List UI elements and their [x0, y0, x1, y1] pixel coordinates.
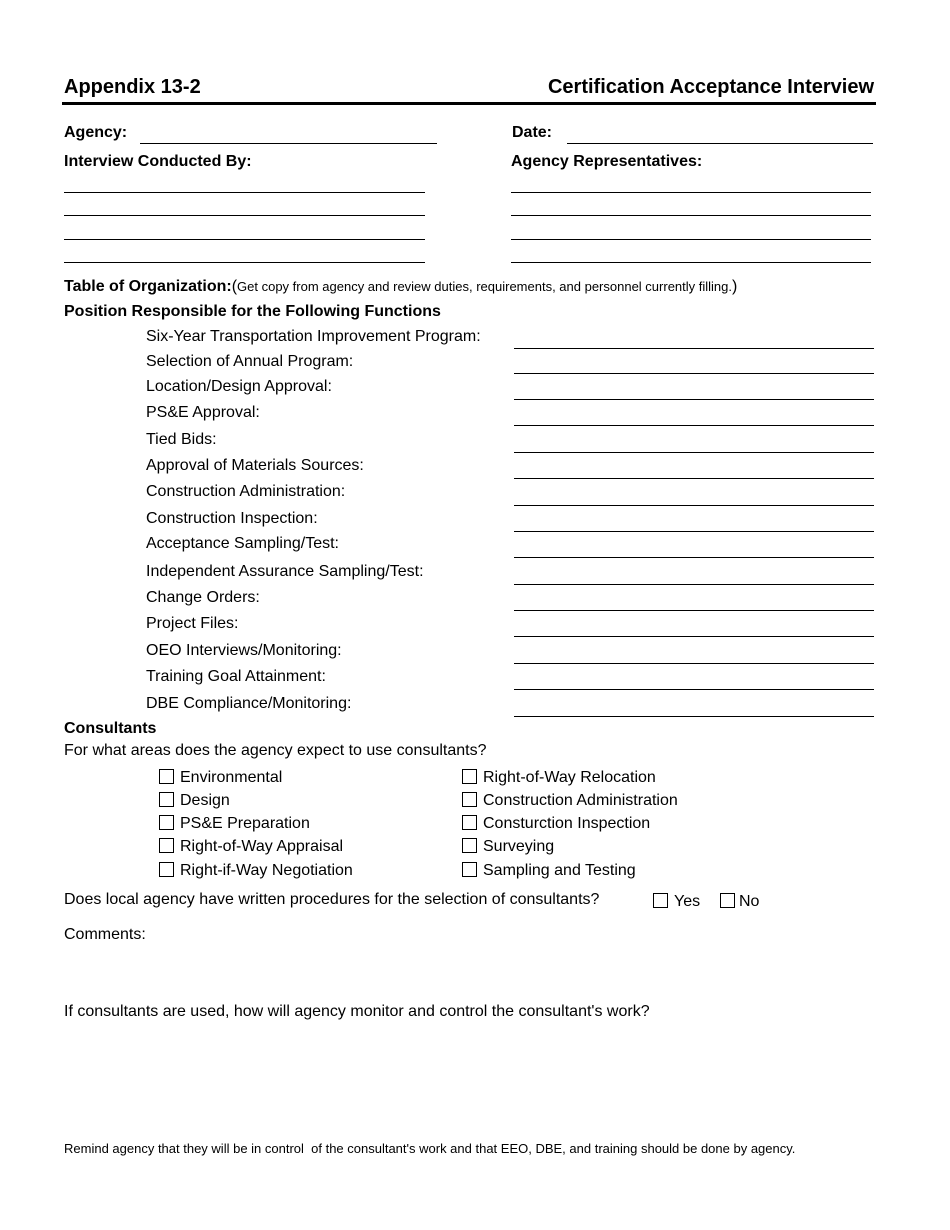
conducted-by-label: Interview Conducted By: [64, 153, 252, 170]
option-design[interactable] [159, 792, 230, 810]
header-rule [62, 102, 876, 107]
representatives-label: Agency Representatives: [511, 153, 703, 170]
function-field[interactable] [514, 505, 874, 506]
organization-label: Table of Organization: [64, 278, 232, 295]
monitor-question: If consultants are used, how will agency monitor and control the consultant's work? [64, 1003, 650, 1020]
comments-label: Comments: [64, 926, 146, 943]
yes-checkbox[interactable] [653, 893, 668, 908]
yes-label: Yes [674, 893, 701, 910]
procedures-question: Does local agency have written procedures for the selection of consultants? [64, 891, 600, 908]
checkbox[interactable] [462, 769, 477, 784]
option-label: Right-if-Way Negotiation [180, 862, 353, 879]
checkbox[interactable] [462, 838, 477, 853]
yes-option[interactable] [653, 893, 700, 911]
consultants-heading: Consultants [64, 720, 157, 737]
option-row-appraisal[interactable] [159, 838, 343, 856]
representatives-line-2[interactable] [511, 215, 871, 216]
function-field[interactable] [514, 478, 874, 479]
function-field[interactable] [514, 348, 874, 349]
function-label: Construction Administration: [146, 483, 346, 500]
function-label: Selection of Annual Program: [146, 353, 354, 370]
function-field[interactable] [514, 610, 874, 611]
checkbox[interactable] [462, 815, 477, 830]
organization-note-close: ) [732, 278, 738, 295]
checkbox[interactable] [159, 838, 174, 853]
function-field[interactable] [514, 636, 874, 637]
checkbox[interactable] [159, 769, 174, 784]
function-label: Six-Year Transportation Improvement Program: [146, 328, 481, 345]
function-label: DBE Compliance/Monitoring: [146, 695, 352, 712]
function-field[interactable] [514, 584, 874, 585]
checkbox[interactable] [159, 815, 174, 830]
option-label: Sampling and Testing [483, 862, 636, 879]
option-environmental[interactable] [159, 769, 282, 787]
function-label: Construction Inspection: [146, 510, 318, 527]
representatives-line-3[interactable] [511, 239, 871, 240]
function-field[interactable] [514, 373, 874, 374]
function-label: Approval of Materials Sources: [146, 457, 364, 474]
option-construction-administration[interactable] [462, 792, 678, 810]
option-sampling-testing[interactable] [462, 862, 636, 880]
conducted-by-line-1[interactable] [64, 192, 425, 193]
agency-label: Agency: [64, 124, 128, 141]
organization-note-open: ( [231, 278, 238, 295]
option-label: Right-of-Way Appraisal [180, 838, 344, 855]
function-field[interactable] [514, 452, 874, 453]
function-field[interactable] [514, 557, 874, 558]
function-label: Training Goal Attainment: [146, 668, 326, 685]
representatives-line-4[interactable] [511, 262, 871, 263]
no-label: No [739, 893, 760, 910]
option-label: Design [180, 792, 230, 809]
function-label: Acceptance Sampling/Test: [146, 535, 339, 552]
consultants-question: For what areas does the agency expect to use consultants? [64, 742, 487, 759]
option-surveying[interactable] [462, 838, 554, 856]
representatives-line-1[interactable] [511, 192, 871, 193]
date-label: Date: [512, 124, 553, 141]
function-field[interactable] [514, 531, 874, 532]
option-row-relocation[interactable] [462, 769, 656, 787]
conducted-by-line-2[interactable] [64, 215, 425, 216]
function-label: Location/Design Approval: [146, 378, 332, 395]
function-label: OEO Interviews/Monitoring: [146, 642, 342, 659]
checkbox[interactable] [462, 862, 477, 877]
no-checkbox[interactable] [720, 893, 735, 908]
option-label: Right-of-Way Relocation [483, 769, 656, 786]
checkbox[interactable] [159, 862, 174, 877]
agency-field[interactable] [140, 143, 437, 144]
function-label: Independent Assurance Sampling/Test: [146, 563, 424, 580]
option-row-negotiation[interactable] [159, 862, 353, 880]
function-label: PS&E Approval: [146, 404, 260, 421]
option-pse-preparation[interactable] [159, 815, 310, 833]
conducted-by-line-4[interactable] [64, 262, 425, 263]
function-field[interactable] [514, 425, 874, 426]
reminder-note: Remind agency that they will be in control of the consultant's work and that EEO, DBE, and training should be done by agency. [64, 1141, 796, 1156]
option-label: Consturction Inspection [483, 815, 651, 832]
function-field[interactable] [514, 663, 874, 664]
checkbox[interactable] [159, 792, 174, 807]
function-field[interactable] [514, 716, 874, 717]
option-label: Surveying [483, 838, 555, 855]
positions-heading: Position Responsible for the Following Functions [64, 303, 441, 320]
function-label: Tied Bids: [146, 431, 217, 448]
function-label: Change Orders: [146, 589, 260, 606]
no-option[interactable] [720, 893, 759, 911]
date-field[interactable] [567, 143, 873, 144]
option-label: PS&E Preparation [180, 815, 310, 832]
option-label: Environmental [180, 769, 283, 786]
function-label: Project Files: [146, 615, 239, 632]
checkbox[interactable] [462, 792, 477, 807]
organization-note: Get copy from agency and review duties, requirements, and personnel currently filling. [237, 279, 733, 294]
option-construction-inspection[interactable] [462, 815, 650, 833]
appendix-label: Appendix 13-2 [64, 76, 201, 98]
organization-line [64, 278, 737, 296]
function-field[interactable] [514, 689, 874, 690]
option-label: Construction Administration [483, 792, 678, 809]
conducted-by-line-3[interactable] [64, 239, 425, 240]
form-title: Certification Acceptance Interview [547, 76, 874, 98]
function-field[interactable] [514, 399, 874, 400]
